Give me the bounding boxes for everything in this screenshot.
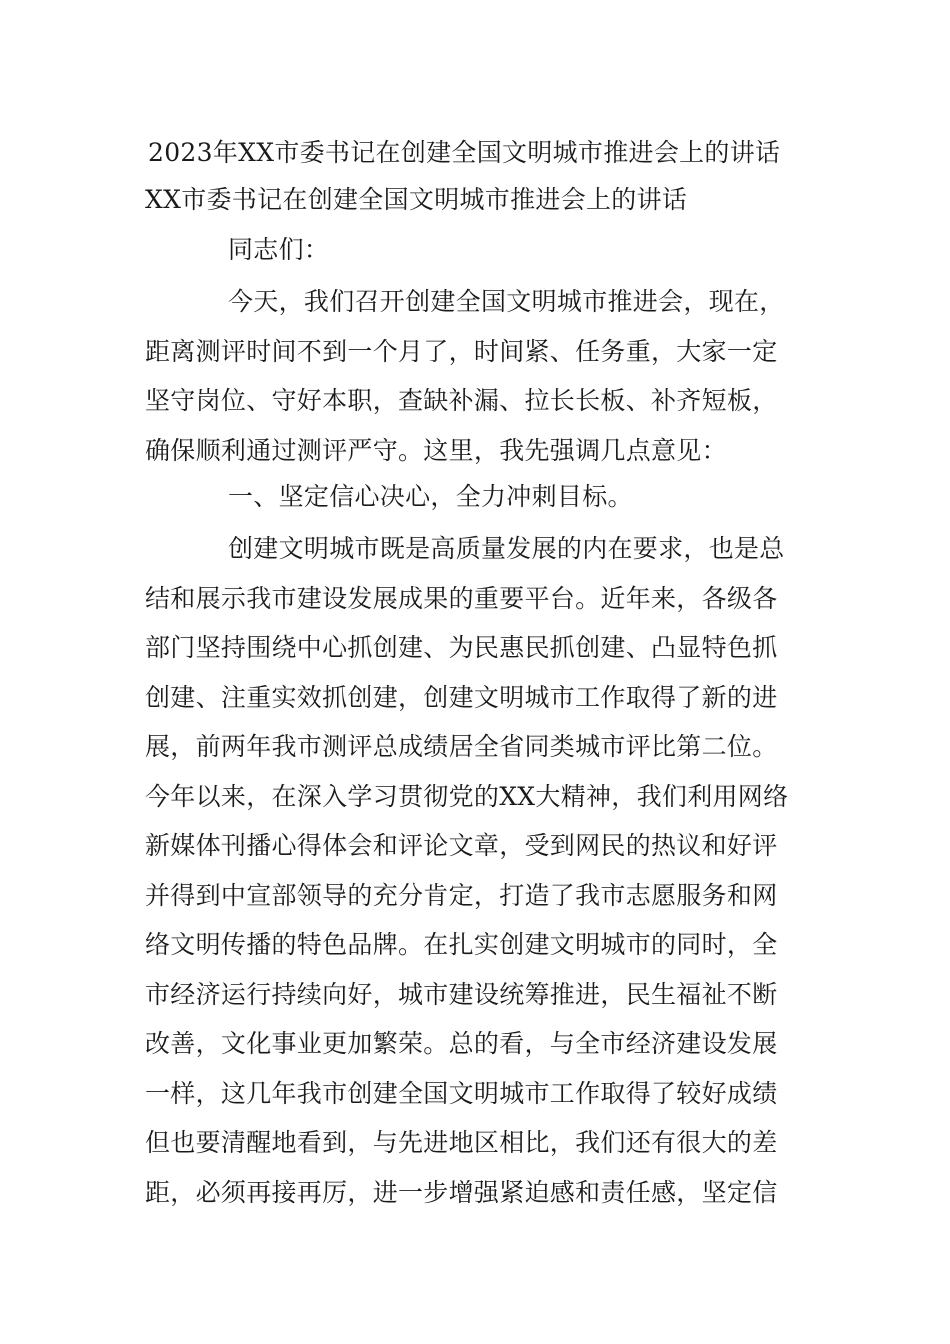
paragraph-2-line: 新媒体刊播心得体会和评论文章，受到网民的热议和好评	[145, 831, 778, 860]
paragraph-2-line: 展，前两年我市测评总成绩居全省同类城市评比第二位。	[145, 732, 778, 761]
paragraph-2-line: 并得到中宣部领导的充分肯定，打造了我市志愿服务和网	[145, 881, 778, 910]
paragraph-2-line: 改善，文化事业更加繁荣。总的看，与全市经济建设发展	[145, 1029, 778, 1058]
paragraph-2-line: 创建、注重实效抓创建，创建文明城市工作取得了新的进	[145, 683, 778, 712]
paragraph-1-line: 今天，我们召开创建全国文明城市推进会，现在，	[228, 287, 785, 316]
paragraph-2-line: 今年以来，在深入学习贯彻党的XX大精神，我们利用网络	[145, 782, 789, 811]
paragraph-2-line: 结和展示我市建设发展成果的重要平台。近年来，各级各	[145, 584, 778, 613]
greeting: 同志们：	[228, 235, 330, 264]
paragraph-1-line: 距离测评时间不到一个月了，时间紧、任务重，大家一定	[145, 337, 778, 366]
section-heading-1: 一、坚定信心决心，全力冲刺目标。	[228, 482, 633, 511]
paragraph-2-line: 络文明传播的特色品牌。在扎实创建文明城市的同时，全	[145, 930, 778, 959]
paragraph-2-line: 部门坚持围绕中心抓创建、为民惠民抓创建、凸显特色抓	[145, 633, 778, 662]
paragraph-2-line: 距，必须再接再厉，进一步增强紧迫感和责任感，坚定信	[145, 1178, 778, 1207]
document-subtitle: XX市委书记在创建全国文明城市推进会上的讲话	[145, 185, 688, 214]
paragraph-2-line: 一样，这几年我市创建全国文明城市工作取得了较好成绩	[145, 1079, 778, 1108]
paragraph-2-line: 但也要清醒地看到，与先进地区相比，我们还有很大的差	[145, 1128, 778, 1157]
paragraph-2-line: 市经济运行持续向好，城市建设统筹推进，民生福祉不断	[145, 980, 778, 1009]
paragraph-1-line: 确保顺利通过测评严守。这里，我先强调几点意见：	[145, 436, 727, 465]
document-title: 2023年XX市委书记在创建全国文明城市推进会上的讲话	[148, 138, 781, 167]
paragraph-2-line: 创建文明城市既是高质量发展的内在要求，也是总	[228, 534, 785, 563]
paragraph-1-line: 坚守岗位、守好本职，查缺补漏、拉长长板、补齐短板，	[145, 386, 778, 415]
